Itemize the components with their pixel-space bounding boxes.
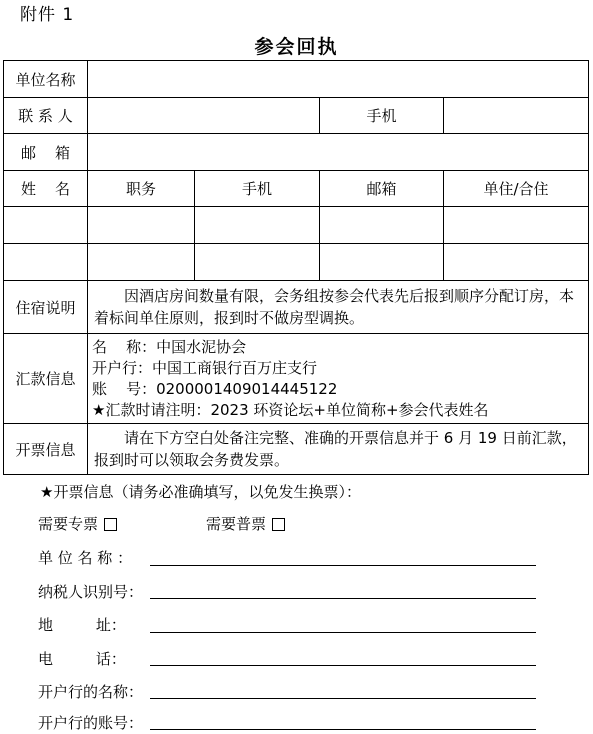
column-header-room: 单住/合住	[444, 171, 589, 207]
attendee-cell[interactable]	[4, 207, 88, 244]
contact-field[interactable]	[88, 98, 320, 134]
unit-name-field[interactable]	[88, 61, 589, 98]
field-bank-name-line[interactable]	[150, 698, 536, 699]
contact-label: 联 系 人	[4, 98, 88, 134]
field-unit-name-line[interactable]	[150, 565, 536, 566]
remit-line: 名 称：中国水泥协会	[92, 337, 247, 356]
attendee-row	[4, 244, 589, 281]
email-label: 邮 箱	[4, 134, 88, 171]
attendee-cell[interactable]	[88, 207, 195, 244]
email-field[interactable]	[88, 134, 589, 171]
remit-line: ★汇款时请注明：2023 环资论坛+单位简称+参会代表姓名	[92, 400, 489, 419]
field-phone-label: 电 话：	[38, 650, 126, 668]
attendee-cell[interactable]	[444, 244, 589, 281]
column-header-mobile: 手机	[195, 171, 320, 207]
attendee-cell[interactable]	[88, 244, 195, 281]
field-tax-id-label: 纳税人识别号：	[38, 583, 144, 601]
remit-label: 汇款信息	[4, 334, 88, 424]
column-header-name: 姓 名	[4, 171, 88, 207]
attendee-cell[interactable]	[320, 207, 444, 244]
field-phone-line[interactable]	[150, 665, 536, 666]
general-invoice-option[interactable]	[206, 513, 285, 534]
field-bank-account-line[interactable]	[150, 729, 536, 730]
field-unit-name-label: 单 位 名 称 ：	[38, 549, 133, 567]
special-invoice-option[interactable]	[38, 513, 117, 534]
lodging-text: 因酒店房间数量有限，会务组按参会代表先后报到顺序分配订房，本着标间单住原则，报到时不做房型调换。	[88, 281, 589, 334]
attendee-cell[interactable]	[195, 244, 320, 281]
attendee-cell[interactable]	[4, 244, 88, 281]
field-tax-id-line[interactable]	[150, 598, 536, 599]
field-bank-name-label: 开户行的名称：	[38, 683, 144, 701]
unit-name-label: 单位名称	[4, 61, 88, 98]
remit-line: 账 号：0200001409014445122	[92, 379, 338, 398]
field-address-line[interactable]	[150, 632, 536, 633]
page-title: 参会回执	[254, 36, 339, 58]
checkbox[interactable]	[104, 518, 117, 531]
attendee-cell[interactable]	[195, 207, 320, 244]
column-header-email: 邮箱	[320, 171, 444, 207]
remit-info	[88, 334, 589, 424]
registration-table	[3, 60, 589, 475]
special-invoice-label: 需要专票	[38, 515, 99, 533]
mobile-label: 手机	[320, 98, 444, 134]
checkbox[interactable]	[272, 518, 285, 531]
attachment-label: 附件 1	[20, 5, 75, 25]
column-header-position: 职务	[88, 171, 195, 207]
invoice-form-title: ★开票信息（请务必准确填写，以免发生换票）：	[40, 483, 361, 501]
attendee-cell[interactable]	[320, 244, 444, 281]
attendee-row	[4, 207, 589, 244]
general-invoice-label: 需要普票	[206, 515, 267, 533]
lodging-label: 住宿说明	[4, 281, 88, 334]
field-address-label: 地 址：	[38, 616, 126, 634]
attendee-cell[interactable]	[444, 207, 589, 244]
invoice-text: 请在下方空白处备注完整、准确的开票信息并于 6 月 19 日前汇款，报到时可以领取会务费发票。	[88, 424, 589, 475]
invoice-label: 开票信息	[4, 424, 88, 475]
mobile-field[interactable]	[444, 98, 589, 134]
field-bank-account-label: 开户行的账号：	[38, 714, 144, 732]
remit-line: 开户行：中国工商银行百万庄支行	[92, 358, 318, 377]
